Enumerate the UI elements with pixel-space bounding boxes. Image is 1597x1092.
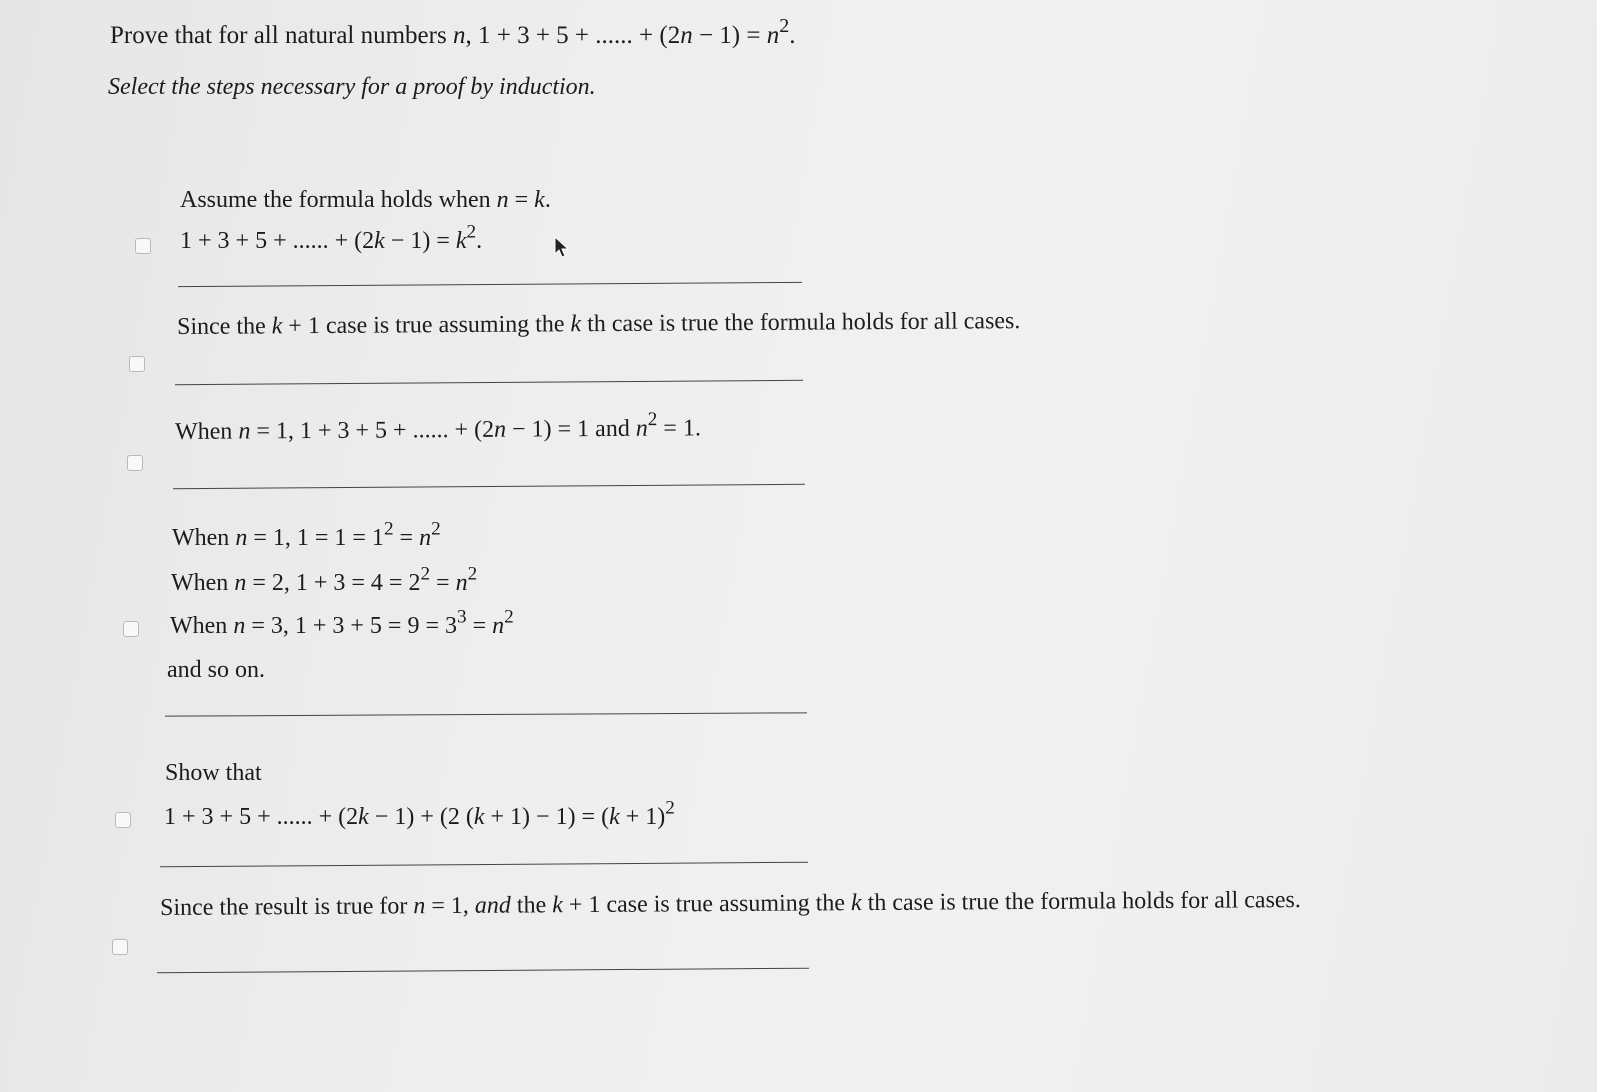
text: = 1, 1 = bbox=[247, 525, 335, 551]
var: k bbox=[473, 804, 485, 830]
text: When bbox=[171, 570, 235, 596]
text: + 1) bbox=[619, 804, 666, 830]
var: k bbox=[552, 892, 563, 919]
text: 1 bbox=[334, 525, 347, 551]
text: − 1) = 1 and bbox=[505, 415, 636, 443]
var: n bbox=[635, 415, 648, 442]
instruction-text: Select the steps necessary for a proof by induction. bbox=[108, 74, 596, 100]
text: and bbox=[474, 892, 511, 919]
prompt-var: n bbox=[452, 22, 466, 49]
var: n bbox=[413, 893, 426, 920]
prompt-exponent: 2 bbox=[779, 15, 790, 37]
text: th case is true the formula holds for all cases. bbox=[861, 887, 1301, 917]
var: n bbox=[493, 416, 507, 443]
text: = bbox=[430, 570, 456, 596]
option-text bbox=[180, 188, 551, 212]
text: = bbox=[393, 525, 420, 551]
answer-underline bbox=[160, 862, 808, 868]
answer-underline bbox=[165, 712, 807, 716]
text: + 1) − 1) = ( bbox=[484, 804, 610, 830]
var: n bbox=[419, 525, 432, 551]
option-text bbox=[177, 309, 1020, 339]
checkbox[interactable] bbox=[123, 621, 139, 637]
var: n bbox=[455, 570, 468, 596]
text: . bbox=[476, 228, 483, 254]
text: the bbox=[510, 892, 553, 919]
answer-underline bbox=[178, 282, 802, 287]
var: k bbox=[850, 890, 862, 917]
var: n bbox=[238, 418, 251, 445]
text: When bbox=[172, 525, 236, 551]
var: k bbox=[455, 228, 467, 254]
text: = 1, 1 + 3 + 5 + ...... + (2 bbox=[250, 416, 495, 445]
text: . bbox=[544, 187, 551, 213]
exponent: 2 bbox=[431, 518, 441, 540]
prompt-text: Prove that for all natural numbers bbox=[110, 22, 453, 49]
text: = 1 bbox=[346, 525, 384, 551]
checkbox[interactable] bbox=[135, 238, 151, 254]
text: − 1) + (2 ( bbox=[368, 804, 474, 830]
text: Since the bbox=[176, 313, 272, 340]
text: = bbox=[508, 187, 535, 213]
prompt-text: − 1) = bbox=[692, 22, 767, 49]
text: When bbox=[170, 613, 234, 639]
var: n bbox=[492, 613, 505, 639]
option-text bbox=[180, 221, 483, 254]
text: = bbox=[466, 613, 493, 639]
answer-underline bbox=[173, 484, 805, 489]
text: = 3, 1 + 3 + 5 = 9 = 3 bbox=[245, 613, 457, 639]
exponent: 2 bbox=[467, 563, 478, 585]
option-text bbox=[160, 888, 1301, 920]
var: k bbox=[534, 187, 545, 213]
text: 1 + 3 + 5 + ...... + (2 bbox=[180, 228, 375, 254]
checkbox[interactable] bbox=[115, 812, 131, 828]
var: n bbox=[235, 525, 248, 551]
exponent: 3 bbox=[457, 606, 467, 628]
exponent: 2 bbox=[466, 221, 477, 243]
option-text: Show that bbox=[165, 760, 262, 786]
var: k bbox=[570, 311, 582, 338]
var: k bbox=[271, 313, 283, 340]
var: k bbox=[358, 804, 369, 830]
prompt-text: . bbox=[789, 22, 796, 49]
checkbox[interactable] bbox=[127, 455, 143, 471]
var: k bbox=[374, 228, 385, 254]
var: n bbox=[496, 187, 509, 213]
prompt-var: n bbox=[766, 22, 780, 49]
checkbox[interactable] bbox=[129, 356, 145, 372]
question-prompt bbox=[110, 15, 796, 50]
option-text: and so on. bbox=[167, 657, 265, 683]
var: k bbox=[609, 804, 620, 830]
text: Since the result is true for bbox=[159, 893, 414, 921]
text: 1 + 3 + 5 + ...... + (2 bbox=[164, 804, 359, 830]
var: n bbox=[233, 613, 246, 639]
text: + 1 case is true assuming the bbox=[282, 311, 571, 340]
text: Assume the formula holds when bbox=[180, 187, 497, 213]
option-text bbox=[174, 409, 702, 445]
prompt-text: , 1 + 3 + 5 + ...... + (2 bbox=[465, 22, 681, 49]
exponent: 2 bbox=[665, 797, 675, 819]
option-text bbox=[172, 518, 441, 551]
exponent: 2 bbox=[504, 606, 514, 628]
text: = 1, bbox=[425, 892, 475, 920]
exponent: 2 bbox=[647, 409, 658, 431]
text: th case is true the formula holds for all cases. bbox=[581, 308, 1021, 338]
option-text bbox=[164, 797, 675, 830]
mouse-pointer-icon bbox=[554, 236, 570, 258]
answer-underline bbox=[157, 968, 809, 974]
text: = 2, 1 + 3 = 4 = 2 bbox=[246, 570, 421, 596]
answer-underline bbox=[175, 380, 803, 385]
text: = 1. bbox=[657, 415, 702, 442]
text: − 1) = bbox=[384, 228, 456, 254]
text: When bbox=[174, 418, 239, 445]
exponent: 2 bbox=[420, 563, 431, 585]
checkbox[interactable] bbox=[112, 939, 128, 955]
option-text bbox=[171, 563, 478, 596]
option-text bbox=[170, 606, 514, 639]
var: n bbox=[234, 570, 247, 596]
exponent: 2 bbox=[383, 518, 394, 540]
prompt-var: n bbox=[680, 22, 693, 49]
text: + 1 case is true assuming the bbox=[562, 890, 852, 919]
